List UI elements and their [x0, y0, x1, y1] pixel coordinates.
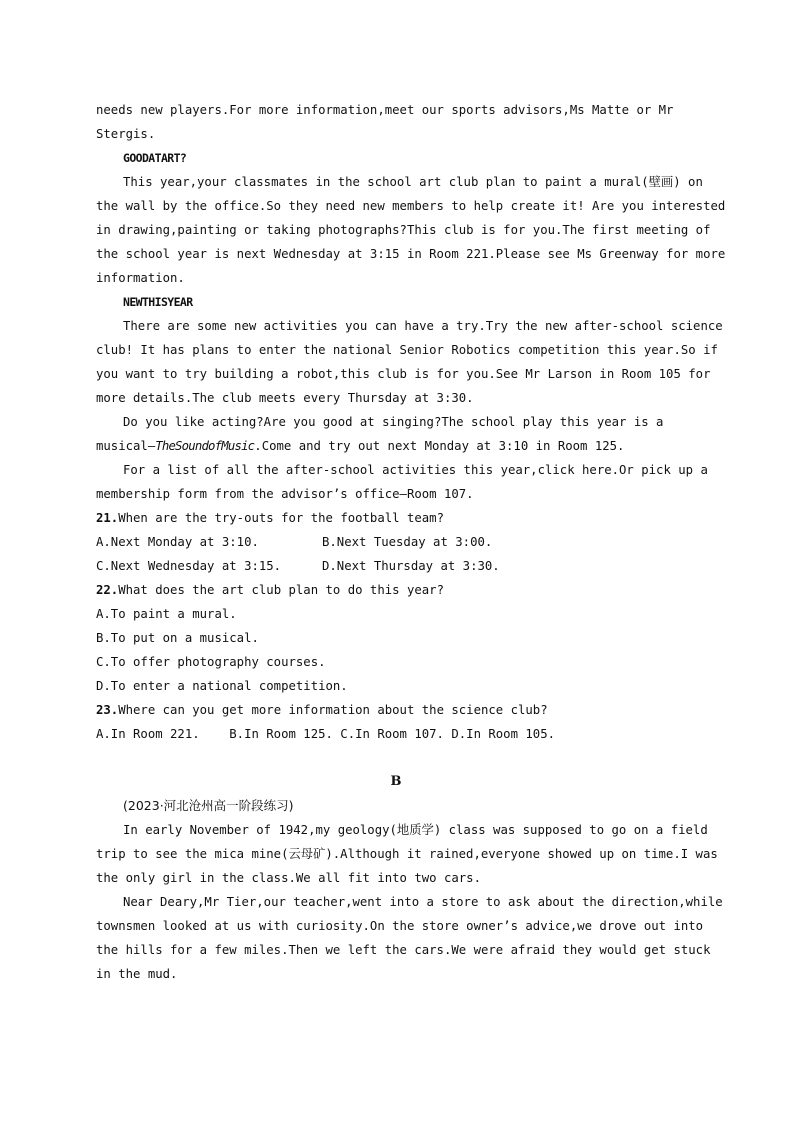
passage-line: Near Deary,Mr Tier,our teacher,went into a store to ask about the direction,while: [123, 895, 723, 909]
option-c[interactable]: C.To offer photography courses.: [96, 655, 326, 669]
question-number: 21.: [96, 511, 119, 525]
option-c[interactable]: C.Next Wednesday at 3:15.: [96, 559, 282, 573]
passage-line: [96, 434, 696, 458]
passage-line: information.: [96, 271, 185, 285]
passage-line: Stergis.: [96, 127, 156, 141]
passage-line: the only girl in the class.We all fit into two cars.: [96, 871, 481, 885]
question-23: [96, 698, 696, 722]
passage-line: in drawing,painting or taking photographs?This club is for you.The first meeting of: [96, 223, 711, 237]
passage-text: musical—: [96, 439, 156, 453]
passage-b-label: B: [390, 774, 402, 789]
question-21: [96, 506, 696, 530]
passage-line: more details.The club meets every Thursday at 3:30.: [96, 391, 474, 405]
passage-line: membership form from the advisor’s office—Room 107.: [96, 487, 474, 501]
passage-line: townsmen looked at us with curiosity.On the store owner’s advice,we drove out into: [96, 919, 704, 933]
passage-line: This year,your classmates in the school art club plan to paint a mural(壁画) on: [123, 175, 703, 189]
passage-line: In early November of 1942,my geology(地质学) class was supposed to go on a field: [123, 823, 708, 837]
option-b[interactable]: B.Next Tuesday at 3:00.: [322, 535, 493, 549]
passage-line: trip to see the mica mine(云母矿).Although it rained,everyone showed up on time.I was: [96, 847, 718, 861]
passage-line: the school year is next Wednesday at 3:15 in Room 221.Please see Ms Greenway for more: [96, 247, 726, 261]
options-line[interactable]: A.In Room 221. B.In Room 125. C.In Room 107. D.In Room 105.: [96, 727, 556, 741]
passage-line: in the mud.: [96, 967, 178, 981]
passage-line: club! It has plans to enter the national Senior Robotics competition this year.So if: [96, 343, 718, 357]
options-row: [96, 554, 696, 578]
passage-line: the wall by the office.So they need new members to help create it! Are you interested: [96, 199, 726, 213]
question-22: [96, 578, 696, 602]
section-heading-new-this-year: NEWTHISYEAR: [123, 295, 193, 309]
option-a[interactable]: A.To paint a mural.: [96, 607, 237, 621]
passage-text: .Come and try out next Monday at 3:10 in Room 125.: [254, 439, 625, 453]
passage-line: you want to try building a robot,this club is for you.See Mr Larson in Room 105 for: [96, 367, 711, 381]
question-number: 23.: [96, 703, 119, 717]
spacer: [96, 746, 696, 770]
question-text: When are the try-outs for the football team?: [118, 511, 444, 525]
document-page: [96, 98, 726, 986]
option-d[interactable]: D.To enter a national competition.: [96, 679, 348, 693]
options-row: [96, 530, 696, 554]
option-b[interactable]: B.To put on a musical.: [96, 631, 259, 645]
section-heading-good-at-art: GOODATART?: [123, 151, 187, 165]
question-text: What does the art club plan to do this year?: [118, 583, 444, 597]
question-text: Where can you get more information about the science club?: [118, 703, 548, 717]
option-a[interactable]: A.Next Monday at 3:10.: [96, 535, 259, 549]
passage-line: needs new players.For more information,meet our sports advisors,Ms Matte or Mr: [96, 103, 674, 117]
passage-line: the hills for a few miles.Then we left the cars.We were afraid they would get stuck: [96, 943, 711, 957]
source-note: (2023·河北沧州高一阶段练习): [123, 798, 294, 813]
option-d[interactable]: D.Next Thursday at 3:30.: [322, 559, 500, 573]
question-number: 22.: [96, 583, 119, 597]
passage-line: There are some new activities you can have a try.Try the new after-school science: [123, 319, 723, 333]
passage-line: For a list of all the after-school activities this year,click here.Or pick up a: [123, 463, 708, 477]
passage-line: Do you like acting?Are you good at singing?The school play this year is a: [123, 415, 664, 429]
musical-title: TheSoundofMusic: [155, 439, 255, 453]
